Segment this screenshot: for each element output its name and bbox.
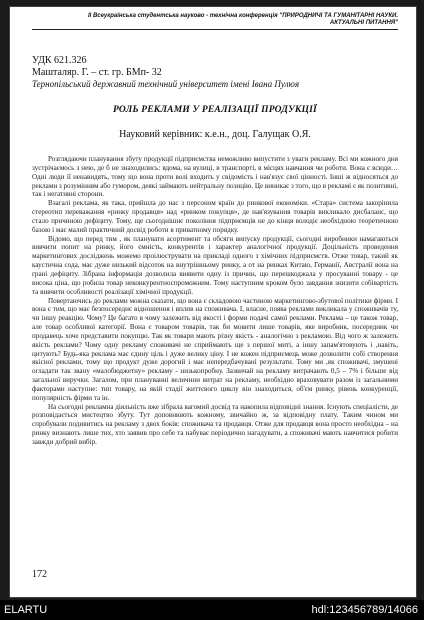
document-page (10, 7, 416, 597)
paragraph: Розглядаючи планування збуту продукції підприємства неможливо випустити з уваги рекламу. Всі ми кожного дня зустрічаємось з нею, де б не знаходились: вдома, на вулиці, в транспорті, в місцях навчання чи роботи. Вона є всюди…Одні люди її ненавидять, тому що вона проти волі входить у свідомість і нав'язує свої цінності. Інші ж відносяться до реклами з розумінням або гумором, деякі займають нейтральну позицію. Це виникає з того, що в рекламі є як позитивні, так і негативні сторони. (32, 155, 398, 199)
handle-id: hdl:123456789/14066 (311, 604, 418, 616)
affiliation: Тернопільський державний технічний університет імені Івана Пулюя (32, 79, 300, 89)
article-body (32, 155, 398, 447)
page-number: 172 (32, 569, 47, 580)
udc-code: УДК 621.326 (32, 55, 87, 66)
paragraph: На сьогодні рекламна діяльність вже зібрала вагомий досвід та накопила відповідні знання. Існують спеціалісти, де розповідається мистецтво збуту. Тут доповнюють кожному, звичайно ж, за відповідну плату. Таким чином ми спробували подивитись на рекламу з двох боків: споживача та продавця. Отже для продавця вона просто необхідна – на ринку визнають лише тих, хто заявив про себе та набуває періодично нагадувати, а споживачі мають навчитися робити завжди добрий вибір. (32, 402, 398, 446)
paragraph: Повертаючись до реклами можна сказати, що вона є складовою частиною маркетингово-збутової політики фірми. І вона є тим, що має безпосереднє відношення і вплив на споживача. І, власне, поява реклами викликала у споживачів ту, чи іншу реакцію. Чому? Це багато в чому залежить від якості і форми подачі самої реклами. Реклама – це також товар, але товар особливої категорії. Вона є товаром товарів, так би мовити лише товарів, яке виробник, посередник чи продавець хоче представити покупцю. Так як товари мають різну якість - аналогічно з рекламою. Від чого ж залежить якість реклами? Чому одну рекламу споживачі не сприймають ще з першої миті, а іншу запам'ятовують і ,навіть, цитують? Будь-яка реклама має єдину ціль і дуже велику ціну. І не кожен підприємець може дозволити собі створення якісної реклами, тому що продукт дуже дорогий і має непередбачувані результати. Тому ми ,як споживачі, змушені огладати так звану «малобюджетну» рекламу - низькопробну. Зазвичай на рекламу витрачають 0,5 – 7% і більше від загальної виручки. Загалом, при плануванні величини витрат на рекламу, необхідно враховувати разом із загальними факторами наступне: тип товару, на якій стадії життєвого циклу він знаходиться, об'єм ринку, рівень конкуренції, популярність фірми та ін. (32, 296, 398, 402)
paragraph: Взагалі реклама, як така, прийшла до нас з персоном країн до ринкової економіки. «Стара» система закорінила стереотип переважання «ринку продавця» над «ринком покупця», де нав'язування товарів викликало дисбаланс, що стало причиною дефіциту. Тому, ще сьогоднішнє покоління підприємців не до кінця володіє необхідною теоретичною базою і має малий практичний досвід роботи в приватному порядку. (32, 199, 398, 234)
repository-name: ELARTU (4, 604, 48, 616)
author-line: Машталяр. Г. – ст. гр. БМп- 32 (32, 67, 162, 78)
conference-header (32, 13, 398, 30)
article-meta (32, 55, 398, 90)
header-line-1: ІІ Всеукраїнська студентська науково - технічна конференція "ПРИРОДНИЧІ ТА ГУМАНІТАРНІ НАУКИ. (87, 13, 398, 19)
supervisor-line: Науковий керівник: к.е.н., доц. Галущак О.Я. (119, 129, 311, 140)
footer-bar (0, 600, 424, 620)
article-title: РОЛЬ РЕКЛАМИ У РЕАЛІЗАЦІЇ ПРОДУКЦІЇ (113, 105, 317, 115)
header-line-2: АКТУАЛЬНІ ПИТАННЯ" (329, 20, 398, 26)
paragraph: Відомо, що перед тим , як планувати асортимент та обсяги випуску продукції, сьогодні виробники намагаються вивчити попит на ринку, його ємність, конкурентів і характер аналогічної продукції. Доцільність проведення маркетингових досліджень можемо проілюструвати на прикладі одного з хімічних підприємств. Отже товар, такий як каустична сода, має дуже низький відсоток на внутрішньому ринку, а от на ринках Китаю, Германії, Австралії вона на грані дефіциту. Зібрана інформація дозволила виявити одну із причин, що перешкоджала у просуванні товару - це висока ціна, що робила товар неконкурентноспроможним. Тому наступним кроком було завдання знизити собівартість та вивчити особливості реалізації хімічної продукції. (32, 234, 398, 296)
